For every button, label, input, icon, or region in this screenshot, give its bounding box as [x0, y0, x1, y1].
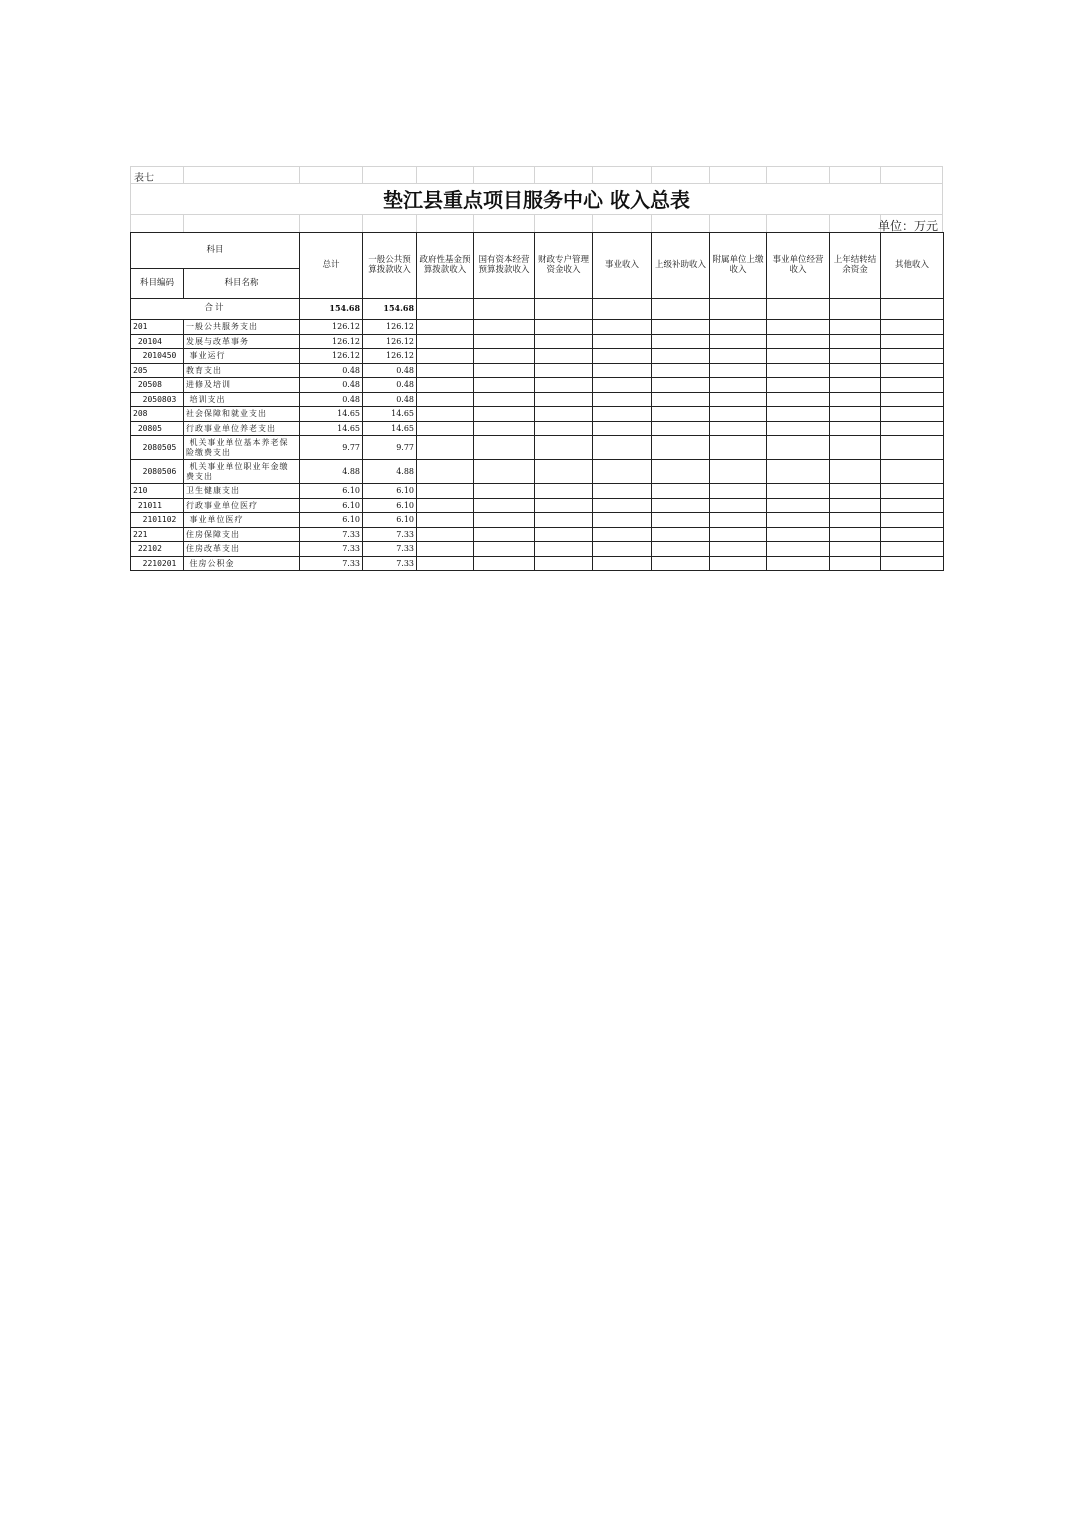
general-budget-cell: 4.88 — [363, 460, 417, 484]
empty-cell — [593, 484, 652, 499]
header-subject-name: 科目名称 — [184, 269, 300, 299]
general-budget-cell: 0.48 — [363, 378, 417, 393]
empty-cell — [652, 349, 710, 364]
general-budget-cell: 6.10 — [363, 484, 417, 499]
table-row — [131, 334, 944, 349]
empty-cell — [593, 334, 652, 349]
empty-cell — [710, 421, 767, 436]
empty-cell — [417, 320, 474, 335]
empty-cell — [417, 498, 474, 513]
empty-cell — [417, 349, 474, 364]
subject-name-cell: 住房保障支出 — [184, 527, 300, 542]
total-label: 合计 — [131, 299, 300, 320]
empty-cell — [652, 392, 710, 407]
income-table — [130, 232, 944, 571]
empty-cell — [417, 392, 474, 407]
empty-cell — [767, 378, 830, 393]
general-budget-cell: 7.33 — [363, 527, 417, 542]
empty-cell — [652, 436, 710, 460]
empty-cell — [535, 498, 593, 513]
empty-cell — [474, 392, 535, 407]
empty-cell — [652, 484, 710, 499]
header-total: 总计 — [300, 233, 363, 299]
empty-cell — [535, 407, 593, 422]
total-cell: 6.10 — [300, 484, 363, 499]
empty-cell — [881, 378, 944, 393]
empty-cell — [767, 349, 830, 364]
empty-cell — [830, 349, 881, 364]
table-row — [131, 484, 944, 499]
empty-cell — [535, 460, 593, 484]
subject-name-cell: 住房改革支出 — [184, 542, 300, 557]
empty-cell — [881, 407, 944, 422]
empty-cell — [417, 460, 474, 484]
header-affiliated-unit: 附属单位上缴收入 — [710, 233, 767, 299]
empty-cell — [417, 436, 474, 460]
subject-name-cell: 机关事业单位职业年金缴费支出 — [184, 460, 300, 484]
general-budget-cell: 7.33 — [363, 556, 417, 571]
empty-cell — [767, 320, 830, 335]
empty-cell — [474, 498, 535, 513]
empty-cell — [767, 392, 830, 407]
total-cell: 6.10 — [300, 513, 363, 528]
subject-code-cell: 2210201 — [131, 556, 184, 571]
table-row — [131, 421, 944, 436]
empty-cell — [535, 484, 593, 499]
total-cell: 126.12 — [300, 349, 363, 364]
empty-cell — [593, 513, 652, 528]
empty-cell — [830, 460, 881, 484]
empty-cell — [593, 542, 652, 557]
empty-cell — [881, 513, 944, 528]
subject-name-cell: 社会保障和就业支出 — [184, 407, 300, 422]
empty-cell — [830, 484, 881, 499]
subject-name-cell: 行政事业单位养老支出 — [184, 421, 300, 436]
empty-cell — [652, 556, 710, 571]
empty-cell — [593, 407, 652, 422]
header-subject-code: 科目编码 — [131, 269, 184, 299]
empty-cell — [652, 542, 710, 557]
total-cell: 9.77 — [300, 436, 363, 460]
subject-name-cell: 卫生健康支出 — [184, 484, 300, 499]
empty-cell — [767, 542, 830, 557]
empty-cell — [767, 484, 830, 499]
general-budget-cell: 0.48 — [363, 392, 417, 407]
subject-code-cell: 2010450 — [131, 349, 184, 364]
empty-cell — [652, 460, 710, 484]
header-superior-subsidy: 上级补助收入 — [652, 233, 710, 299]
empty-cell — [881, 460, 944, 484]
total-general: 154.68 — [363, 299, 417, 320]
subject-code-cell: 20104 — [131, 334, 184, 349]
empty-cell — [535, 513, 593, 528]
empty-cell — [710, 460, 767, 484]
general-budget-cell: 0.48 — [363, 363, 417, 378]
total-cell: 7.33 — [300, 527, 363, 542]
empty-cell — [652, 421, 710, 436]
header-government-fund: 政府性基金预算拨款收入 — [417, 233, 474, 299]
table-row — [131, 513, 944, 528]
empty-cell — [830, 556, 881, 571]
empty-cell — [593, 349, 652, 364]
total-cell: 0.48 — [300, 363, 363, 378]
general-budget-cell: 6.10 — [363, 498, 417, 513]
general-budget-cell: 126.12 — [363, 320, 417, 335]
empty-cell — [417, 556, 474, 571]
total-cell: 14.65 — [300, 421, 363, 436]
empty-cell — [830, 320, 881, 335]
empty-cell — [417, 334, 474, 349]
empty-cell — [830, 542, 881, 557]
total-cell: 126.12 — [300, 334, 363, 349]
subject-code-cell: 20508 — [131, 378, 184, 393]
table-row — [131, 542, 944, 557]
table-row — [131, 349, 944, 364]
header-business-income: 事业收入 — [593, 233, 652, 299]
subject-name-cell: 教育支出 — [184, 363, 300, 378]
empty-cell — [474, 349, 535, 364]
empty-cell — [535, 378, 593, 393]
empty-cell — [535, 349, 593, 364]
general-budget-cell: 126.12 — [363, 334, 417, 349]
empty-cell — [417, 421, 474, 436]
subject-code-cell: 2080505 — [131, 436, 184, 460]
general-budget-cell: 7.33 — [363, 542, 417, 557]
empty-cell — [593, 392, 652, 407]
empty-cell — [593, 460, 652, 484]
empty-cell — [710, 378, 767, 393]
empty-cell — [652, 498, 710, 513]
empty-cell — [830, 513, 881, 528]
table-row — [131, 392, 944, 407]
subject-code-cell: 21011 — [131, 498, 184, 513]
empty-cell — [593, 363, 652, 378]
subject-code-cell: 20805 — [131, 421, 184, 436]
empty-cell — [830, 527, 881, 542]
empty-cell — [830, 363, 881, 378]
empty-cell — [652, 334, 710, 349]
empty-cell — [710, 363, 767, 378]
income-table-body — [131, 299, 944, 571]
table-code-label: 表七 — [134, 173, 154, 184]
empty-cell — [767, 334, 830, 349]
empty-cell — [652, 513, 710, 528]
empty-cell — [710, 556, 767, 571]
general-budget-cell: 6.10 — [363, 513, 417, 528]
subject-code-cell: 201 — [131, 320, 184, 335]
header-fiscal-special-account: 财政专户管理资金收入 — [535, 233, 593, 299]
total-cell: 126.12 — [300, 320, 363, 335]
empty-cell — [881, 542, 944, 557]
empty-cell — [474, 378, 535, 393]
subject-name-cell: 发展与改革事务 — [184, 334, 300, 349]
empty-cell — [767, 407, 830, 422]
empty-cell — [652, 363, 710, 378]
empty-cell — [474, 460, 535, 484]
empty-cell — [535, 421, 593, 436]
empty-cell — [593, 378, 652, 393]
empty-cell — [474, 320, 535, 335]
empty-cell — [652, 527, 710, 542]
empty-cell — [710, 392, 767, 407]
subject-code-cell: 221 — [131, 527, 184, 542]
general-budget-cell: 14.65 — [363, 421, 417, 436]
subject-code-cell: 22102 — [131, 542, 184, 557]
empty-cell — [710, 513, 767, 528]
total-cell: 6.10 — [300, 498, 363, 513]
general-budget-cell: 9.77 — [363, 436, 417, 460]
empty-cell — [767, 498, 830, 513]
subject-code-cell: 205 — [131, 363, 184, 378]
empty-cell — [474, 407, 535, 422]
empty-cell — [767, 556, 830, 571]
empty-cell — [767, 436, 830, 460]
empty-cell — [474, 556, 535, 571]
header-business-operation: 事业单位经营收入 — [767, 233, 830, 299]
empty-cell — [767, 421, 830, 436]
empty-cell — [881, 421, 944, 436]
empty-cell — [652, 378, 710, 393]
subject-name-cell: 事业运行 — [184, 349, 300, 364]
empty-cell — [474, 513, 535, 528]
empty-cell — [474, 542, 535, 557]
empty-cell — [881, 527, 944, 542]
empty-cell — [652, 407, 710, 422]
empty-cell — [535, 556, 593, 571]
header-general-budget: 一般公共预算拨款收入 — [363, 233, 417, 299]
subject-code-cell: 2050803 — [131, 392, 184, 407]
empty-cell — [881, 363, 944, 378]
empty-cell — [710, 527, 767, 542]
empty-cell — [417, 407, 474, 422]
empty-cell — [474, 527, 535, 542]
empty-cell — [710, 334, 767, 349]
empty-cell — [593, 527, 652, 542]
empty-cell — [474, 484, 535, 499]
empty-cell — [881, 556, 944, 571]
table-row — [131, 436, 944, 460]
empty-cell — [417, 484, 474, 499]
table-row-total — [131, 299, 944, 320]
header-carryover: 上年结转结余资金 — [830, 233, 881, 299]
total-cell: 4.88 — [300, 460, 363, 484]
empty-cell — [767, 527, 830, 542]
table-row — [131, 556, 944, 571]
empty-cell — [881, 334, 944, 349]
empty-cell — [830, 421, 881, 436]
empty-cell — [710, 436, 767, 460]
subject-name-cell: 培训支出 — [184, 392, 300, 407]
empty-cell — [830, 407, 881, 422]
total-cell: 0.48 — [300, 378, 363, 393]
empty-cell — [417, 542, 474, 557]
header-subject: 科目 — [131, 233, 300, 269]
subject-code-cell: 2101102 — [131, 513, 184, 528]
empty-cell — [535, 436, 593, 460]
empty-cell — [593, 436, 652, 460]
total-cell: 7.33 — [300, 556, 363, 571]
subject-code-cell: 210 — [131, 484, 184, 499]
subject-name-cell: 进修及培训 — [184, 378, 300, 393]
empty-cell — [535, 527, 593, 542]
empty-cell — [535, 363, 593, 378]
empty-cell — [474, 436, 535, 460]
total-sum: 154.68 — [300, 299, 363, 320]
empty-cell — [593, 556, 652, 571]
table-row — [131, 498, 944, 513]
empty-cell — [830, 334, 881, 349]
table-row — [131, 527, 944, 542]
empty-cell — [417, 378, 474, 393]
empty-cell — [535, 320, 593, 335]
empty-cell — [881, 436, 944, 460]
empty-cell — [881, 320, 944, 335]
table-row — [131, 407, 944, 422]
table-row — [131, 320, 944, 335]
header-state-capital: 国有资本经营预算拨款收入 — [474, 233, 535, 299]
header-other-income: 其他收入 — [881, 233, 944, 299]
empty-cell — [535, 334, 593, 349]
empty-cell — [652, 320, 710, 335]
empty-cell — [593, 320, 652, 335]
subject-name-cell: 机关事业单位基本养老保险缴费支出 — [184, 436, 300, 460]
empty-cell — [710, 484, 767, 499]
empty-cell — [710, 542, 767, 557]
empty-cell — [535, 542, 593, 557]
subject-name-cell: 一般公共服务支出 — [184, 320, 300, 335]
empty-cell — [767, 363, 830, 378]
empty-cell — [830, 498, 881, 513]
total-cell: 7.33 — [300, 542, 363, 557]
empty-cell — [535, 392, 593, 407]
total-cell: 14.65 — [300, 407, 363, 422]
subject-name-cell: 事业单位医疗 — [184, 513, 300, 528]
empty-cell — [767, 513, 830, 528]
unit-label: 单位：万元 — [877, 219, 938, 233]
empty-cell — [881, 498, 944, 513]
empty-cell — [417, 513, 474, 528]
empty-cell — [881, 484, 944, 499]
empty-cell — [830, 392, 881, 407]
general-budget-cell: 14.65 — [363, 407, 417, 422]
table-row — [131, 460, 944, 484]
subject-name-cell: 住房公积金 — [184, 556, 300, 571]
empty-cell — [830, 436, 881, 460]
total-cell: 0.48 — [300, 392, 363, 407]
subject-code-cell: 2080506 — [131, 460, 184, 484]
empty-cell — [417, 527, 474, 542]
empty-cell — [710, 498, 767, 513]
empty-cell — [710, 407, 767, 422]
table-row — [131, 378, 944, 393]
subject-name-cell: 行政事业单位医疗 — [184, 498, 300, 513]
empty-cell — [830, 378, 881, 393]
empty-cell — [881, 349, 944, 364]
page-title: 垫江县重点项目服务中心 收入总表 — [383, 188, 690, 212]
empty-cell — [593, 498, 652, 513]
empty-cell — [881, 392, 944, 407]
subject-code-cell: 208 — [131, 407, 184, 422]
empty-cell — [417, 363, 474, 378]
empty-cell — [710, 320, 767, 335]
empty-cell — [474, 334, 535, 349]
empty-cell — [474, 421, 535, 436]
table-row — [131, 363, 944, 378]
empty-cell — [710, 349, 767, 364]
empty-cell — [593, 421, 652, 436]
empty-cell — [474, 363, 535, 378]
empty-cell — [767, 460, 830, 484]
general-budget-cell: 126.12 — [363, 349, 417, 364]
